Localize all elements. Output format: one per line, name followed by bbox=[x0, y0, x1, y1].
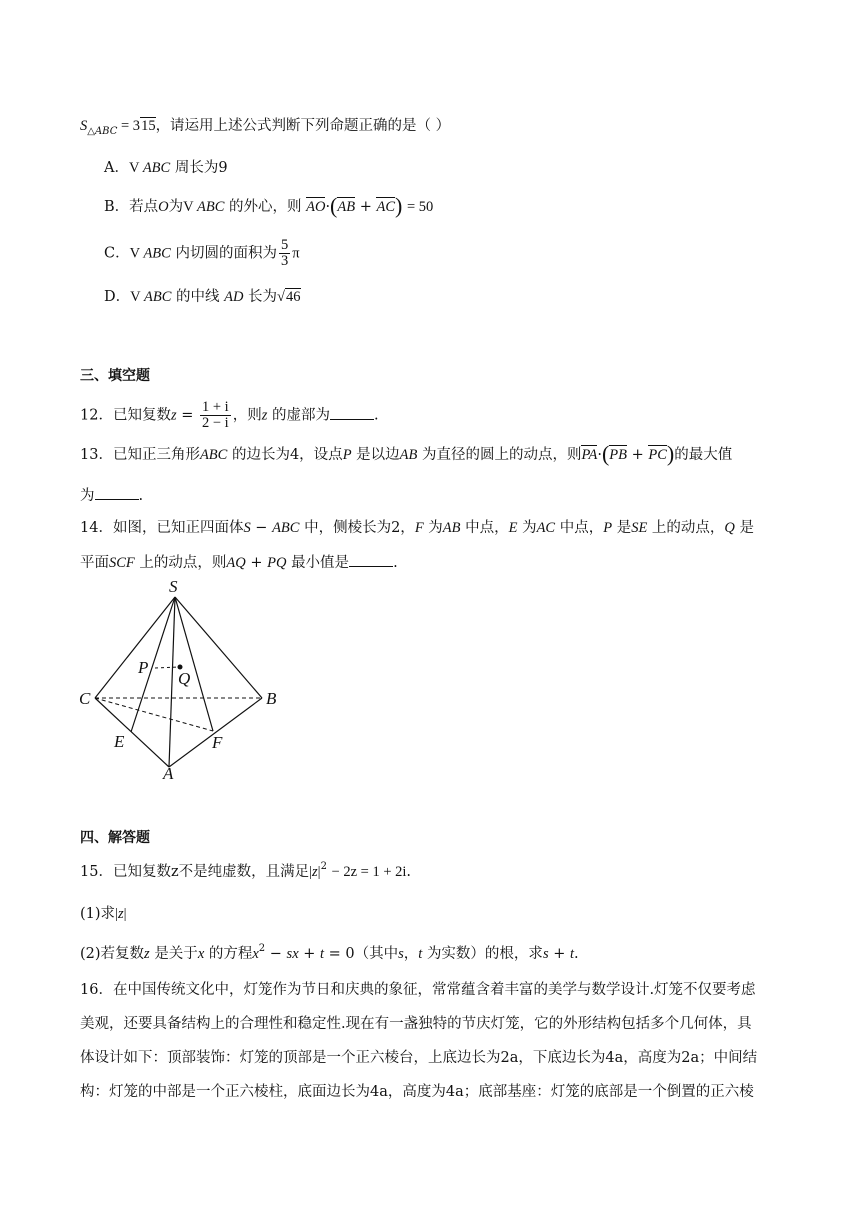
option-c-label: C． bbox=[104, 245, 130, 262]
q14-end: . bbox=[393, 555, 398, 571]
q16-line-2: 美观，还要具备结构上的合理性和稳定性.现在有一盏独特的节庆灯笼，它的外形结构包括多个几何体，具 bbox=[80, 1016, 752, 1032]
label-S: S bbox=[169, 577, 178, 596]
q13-t1: 的边长为4，设点 bbox=[231, 447, 343, 463]
q15-part-1: (1)求|z| bbox=[80, 906, 127, 922]
q15-part2-t2: 的方程 bbox=[208, 946, 253, 962]
q12-mid: ，则 bbox=[232, 407, 262, 424]
q14-line2-t2: 上的动点，则 bbox=[139, 555, 227, 571]
q15-part2-t5: 为实数）的根，求 bbox=[426, 946, 543, 962]
q14-t5: 中点， bbox=[559, 520, 604, 536]
q13-answer-blank[interactable] bbox=[95, 485, 139, 500]
label-A: A bbox=[163, 764, 174, 783]
q13-t2: 是以边 bbox=[356, 447, 400, 463]
label-F: F bbox=[212, 733, 223, 752]
q14-line-2: 平面SCF 上的动点，则AQ + PQ 最小值是 . bbox=[80, 552, 398, 573]
q15-pre: 已知复数z不是纯虚数，且满足 bbox=[112, 864, 310, 880]
q15-end: . bbox=[406, 864, 412, 880]
q15-part1-text: (1)求 bbox=[80, 906, 116, 922]
q13-pre: 已知正三角形 bbox=[112, 447, 200, 463]
option-d-text: 的中线 bbox=[175, 289, 220, 305]
q14-t7: 上的动点， bbox=[651, 520, 725, 536]
label-B: B bbox=[266, 689, 277, 708]
q15-end2: . bbox=[574, 946, 579, 962]
q11-option-b: B．若点O为V ABC 的外心，则 AO·(AB + AC) = 50 bbox=[104, 193, 434, 218]
q14-t6: 是 bbox=[616, 520, 632, 536]
tetrahedron-figure bbox=[72, 572, 292, 792]
label-P: P bbox=[138, 658, 149, 677]
q13-line-1: 13．已知正三角形ABC 的边长为4，设点P 是以边AB 为直径的圆上的动点，则PA·(PB + PC)的最大值 bbox=[80, 441, 733, 466]
q14-t3: 中点， bbox=[465, 520, 509, 536]
q15-part-2: (2)若复数z 是关于x 的方程$x^2$ − sx + t = 0（其中s，t 为实数）的根，求s + t. bbox=[80, 943, 579, 962]
q13-number: 13． bbox=[80, 447, 113, 463]
q14-line2-t3: 最小值是 bbox=[291, 555, 350, 571]
edge-SC bbox=[95, 597, 175, 698]
q16-line-1: 16．在中国传统文化中，灯笼作为节日和庆典的象征，常常蕴含着丰富的美学与数学设计.灯笼不仅要考虑 bbox=[80, 982, 756, 998]
edge-SA bbox=[169, 597, 175, 767]
q15-part2-pre: (2)若复数 bbox=[80, 946, 145, 962]
q14-t1: 中，侧棱长为2， bbox=[304, 520, 415, 536]
option-d-text2: 长为 bbox=[248, 289, 278, 305]
option-b-mid: 为 bbox=[168, 199, 184, 215]
q15-line: 15．已知复数z不是纯虚数，且满足$|z|^2 - 2z = 1 + 2i$. bbox=[80, 861, 412, 880]
q12-number: 12． bbox=[80, 407, 113, 424]
q13-line2-pre: 为 bbox=[80, 488, 95, 504]
option-a-label: A． bbox=[104, 160, 129, 176]
q15-part2-t4: ， bbox=[403, 946, 419, 962]
q12-post: 的虚部为 bbox=[271, 407, 330, 424]
option-a-text: 周长为9 bbox=[174, 160, 228, 176]
q14-t4: 为 bbox=[522, 520, 537, 536]
q13-line-2 bbox=[80, 485, 143, 506]
label-Q: Q bbox=[178, 669, 191, 688]
edge-SF bbox=[175, 597, 213, 731]
q14-line2-pre: 是 bbox=[739, 520, 754, 536]
q13-t4: 的最大值 bbox=[674, 447, 733, 463]
q14-answer-blank[interactable] bbox=[349, 552, 393, 567]
label-C: C bbox=[79, 689, 91, 708]
q12-pre: 已知复数 bbox=[112, 407, 171, 424]
q16-line-3: 体设计如下：顶部装饰：灯笼的顶部是一个正六棱台，上底边长为2a，下底边长为4a，高度为2a；中间结 bbox=[80, 1050, 758, 1066]
option-b-pre: 若点 bbox=[129, 199, 159, 215]
q12-line: 12．已知复数z = $\frac{1 + i}{2 - i}$ ，则z 的虚部为 . bbox=[80, 399, 379, 431]
q14-pre: 如图，已知正四面体 bbox=[112, 520, 244, 536]
section-4-title: 四、解答题 bbox=[80, 830, 150, 846]
q13-end: . bbox=[138, 488, 144, 504]
q15-part2-t1: 是关于 bbox=[154, 946, 198, 962]
q11-option-a: A．V ABC 周长为9 bbox=[104, 160, 228, 176]
q16-line-4: 构：灯笼的中部是一个正六棱柱，底面边长为4a，高度为4a；底部基座：灯笼的底部是一个倒置的正六棱 bbox=[80, 1084, 754, 1100]
q11-option-d: D．V ABC 的中线 AD 长为√46 bbox=[104, 289, 301, 305]
q15-part2-t3: （其中 bbox=[354, 946, 399, 962]
q11-intro-line: $S_{\triangle ABC} = 315$，请运用上述公式判断下列命题正确的是（ ） bbox=[80, 118, 451, 137]
option-b-post: 的外心，则 bbox=[228, 199, 302, 215]
q15-number: 15． bbox=[80, 864, 113, 880]
option-c-text: 内切圆的面积为 bbox=[175, 245, 277, 262]
label-E: E bbox=[114, 732, 125, 751]
q14-number: 14． bbox=[80, 520, 113, 536]
q14-t2: 为 bbox=[428, 520, 443, 536]
option-d-label: D． bbox=[104, 289, 131, 305]
q11-option-c: C．V ABC 内切圆的面积为 $\frac{5}{3}$ π bbox=[104, 237, 300, 269]
q15-equation: − 2z = 1 + 2i bbox=[331, 864, 407, 880]
q14-line-1: 14．如图，已知正四面体S − ABC 中，侧棱长为2，F 为AB 中点，E 为AC 中点，P 是SE 上的动点，Q 是 bbox=[80, 520, 754, 536]
q11-intro-text: ，请运用上述公式判断下列命题正确的是（ ） bbox=[155, 118, 451, 134]
q14-line2-t1: 平面 bbox=[80, 555, 109, 571]
section-3-title: 三、填空题 bbox=[80, 368, 150, 384]
segment-PQ bbox=[155, 667, 180, 668]
q13-t3: 为直径的圆上的动点，则 bbox=[421, 447, 582, 463]
q12-answer-blank[interactable] bbox=[330, 405, 374, 420]
option-b-label: B． bbox=[104, 199, 130, 215]
option-b-result: = 50 bbox=[406, 199, 434, 215]
q12-end: . bbox=[373, 407, 379, 424]
